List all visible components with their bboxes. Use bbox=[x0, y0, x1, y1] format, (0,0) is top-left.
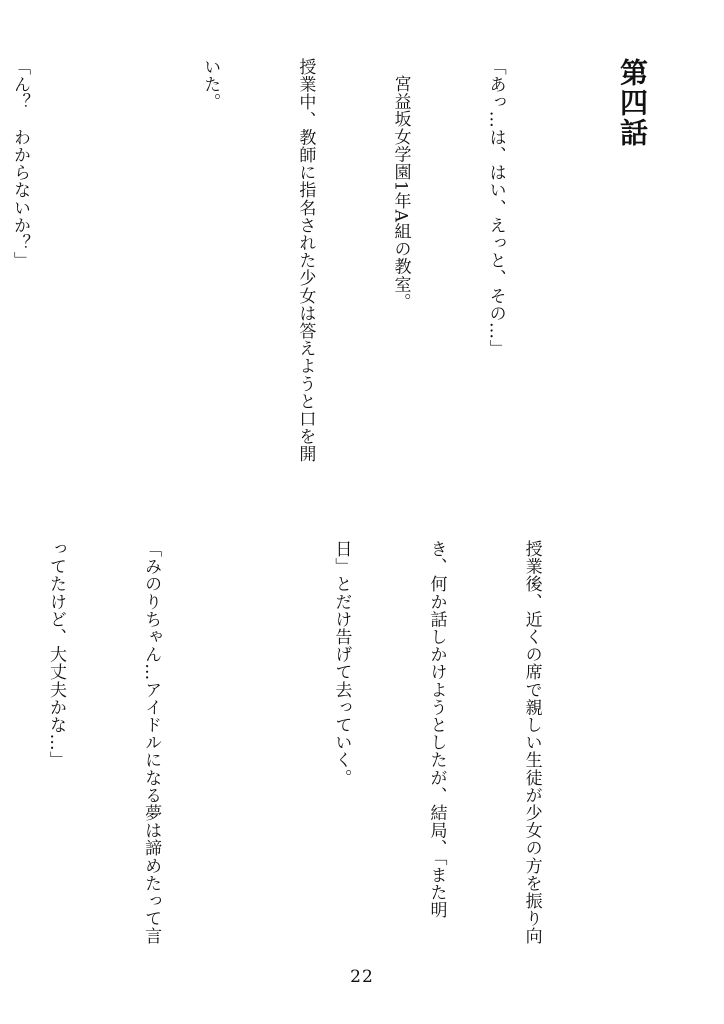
text-line: 授業中、教師に指名された少女は答えようと口を開 bbox=[295, 58, 316, 463]
text-line: き、何か話しかけようとしたが、結局、「また明 bbox=[426, 540, 447, 919]
text-line: 「ん？ わからないか？」 bbox=[10, 58, 31, 270]
chapter-title bbox=[614, 58, 650, 148]
text-line: 宮益坂女学園1年A組の教室。 bbox=[390, 75, 411, 311]
text-line bbox=[98, 58, 130, 478]
bottom-text-block bbox=[46, 540, 610, 970]
text-line: 「みのりちゃん…アイドルになる夢は諦めたって言 bbox=[141, 540, 162, 945]
text-line: 授業後、近くの席で親しい生徒が少女の方を振り向 bbox=[521, 540, 542, 945]
text-line bbox=[230, 540, 262, 970]
text-line: ってたけど、大丈夫かな…」 bbox=[46, 540, 67, 769]
top-text-block bbox=[10, 58, 574, 478]
page-number: 22 bbox=[350, 967, 374, 987]
text-line: いた。 bbox=[200, 58, 221, 111]
text-line: 「あっ…は、はい、えっと、その…」 bbox=[485, 58, 506, 358]
chapter-title-text: 第四話 bbox=[616, 58, 649, 148]
text-line: 日」とだけ告げて去っていく。 bbox=[331, 540, 352, 787]
